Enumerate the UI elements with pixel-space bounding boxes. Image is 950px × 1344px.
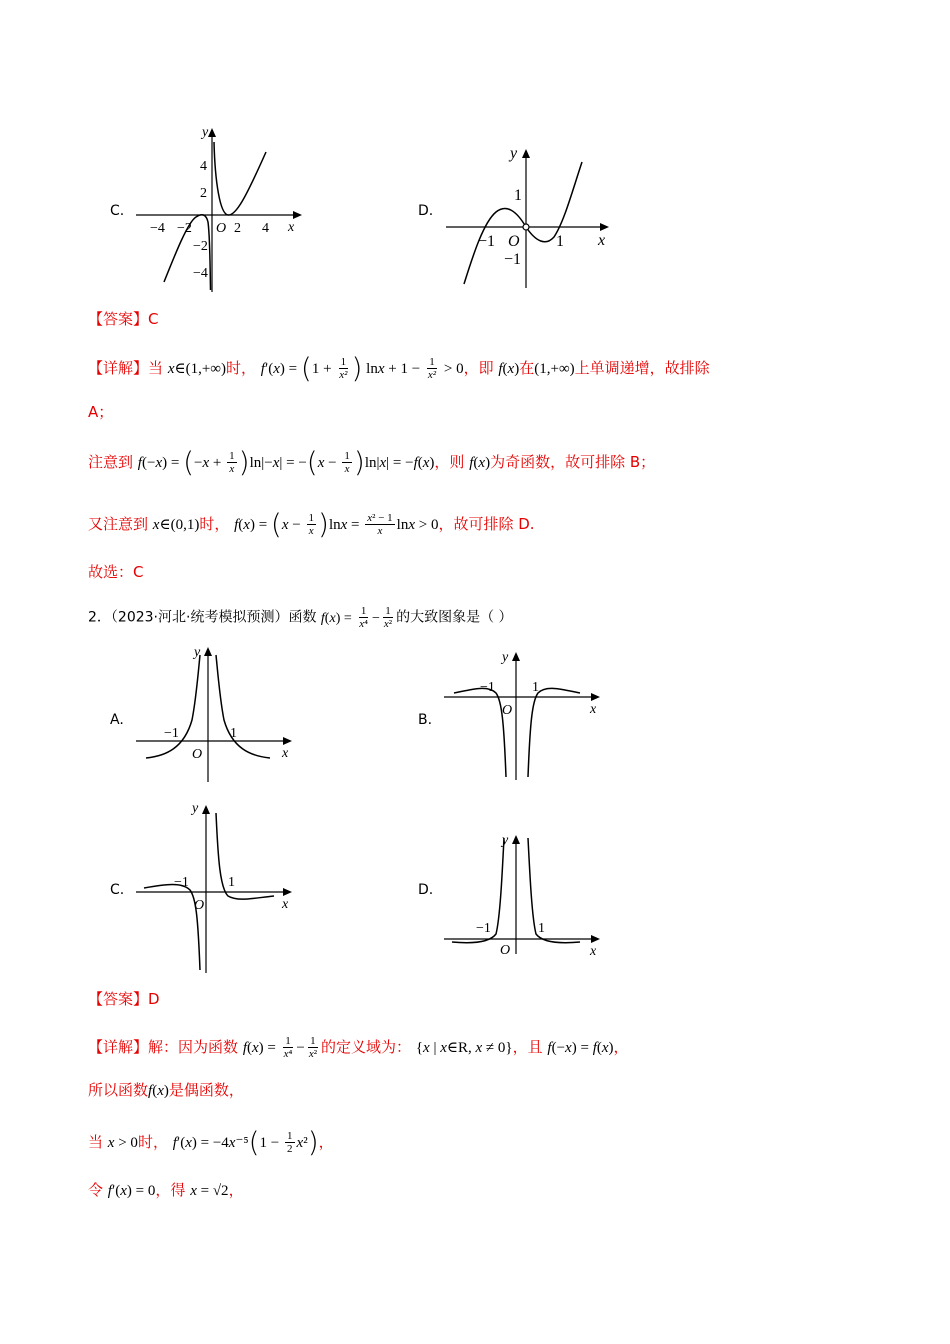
axis-label-y: y (502, 833, 509, 848)
curve (464, 162, 582, 284)
axis-label-x: x (590, 944, 597, 958)
q2-graph-a (136, 640, 306, 785)
x-axis-arrow (293, 211, 302, 219)
curve-right (216, 813, 274, 899)
tick-y-neg2: −2 (193, 239, 208, 254)
q1-answer: 【答案】C (88, 310, 159, 328)
q2-detail-line3: 当 x > 0时， f′(x) = −4x⁻⁵(1 − $\frac{1}{2}$ x²)， (88, 1125, 334, 1159)
axis-label-y: y (202, 125, 209, 140)
q2-option-d-label: D. (418, 882, 434, 898)
tick-y-1: 1 (514, 187, 522, 204)
tick-x-neg2: −2 (177, 221, 192, 236)
curve-left (144, 885, 200, 971)
origin-label: O (502, 703, 513, 718)
q2-answer: 【答案】D (88, 990, 160, 1008)
option-c-label: C. (110, 203, 125, 219)
q2-graph-d (444, 828, 614, 958)
tick-1: 1 (228, 875, 235, 890)
q2-option-a-label: A. (110, 712, 124, 728)
tick-neg1: −1 (476, 921, 491, 936)
axis-label-y: y (502, 650, 509, 665)
axis-label-x: x (282, 897, 289, 912)
origin-label: O (508, 233, 520, 250)
y-axis-arrow (204, 647, 212, 656)
y-axis-arrow (512, 835, 520, 844)
curve-right (528, 838, 580, 943)
curve-left (146, 655, 200, 758)
q1-detail-line1-cont: A； (88, 403, 114, 421)
tick-x-2: 2 (234, 221, 241, 236)
tick-1: 1 (538, 921, 545, 936)
tick-y-neg1: −1 (504, 251, 522, 268)
axis-label-x: x (590, 702, 597, 717)
x-axis-arrow (283, 888, 292, 896)
q1-detail-line2: 注意到 f(−x) = (−x + $\frac{1}{x}$ )ln|−x| = −(x − $\frac{1}{x}$ )ln|x| = −f(x)，则 f(x)为奇函数，故可排除 B； (88, 445, 656, 479)
q1-detail-line3: 又注意到 x∈(0,1)时， f(x) = (x − $\frac{1}{x}$ )lnx = $\frac{\text{x² − 1}}{x}$ lnx > 0，故可排除 D. (88, 507, 535, 541)
x-axis-arrow (283, 737, 292, 745)
curve-right (214, 142, 266, 215)
q2-question: 2．（2023·河北·统考模拟预测）函数 f(x) = $\frac{1}{\text{x⁴}}$ − $\frac{1}{\text{x²}}$ 的大致图象是（ ） (88, 605, 513, 630)
tick-neg1: −1 (174, 875, 189, 890)
hollow-point (523, 224, 529, 230)
tick-neg1: −1 (480, 680, 495, 695)
y-axis-arrow (522, 149, 530, 158)
tick-x-neg4: −4 (150, 221, 165, 236)
origin-label: O (500, 943, 511, 958)
x-axis-arrow (591, 935, 600, 943)
q2-graph-c (136, 798, 306, 978)
origin-label: O (194, 898, 205, 913)
curve-right (216, 655, 270, 758)
graph-d-q1 (444, 142, 614, 292)
axis-label-x: x (598, 232, 606, 249)
tick-y-2: 2 (200, 186, 207, 201)
q1-detail-line1: 【详解】当 x∈(1,+∞)时， f′(x) = (1 + $\frac{1}{\text{x²}}$ ) lnx + 1 − $\frac{1}{\text{x²}}$ > 0，即 f(x)在(1,+∞)上单调递增，故排除 (88, 351, 710, 385)
tick-x-4: 4 (262, 221, 269, 236)
q2-detail-line1: 【详解】解：因为函数 f(x) = $\frac{1}{\text{x⁴}}$ − $\frac{1}{\text{x²}}$ 的定义域为： {x | x∈R, x ≠ 0}，且 f(−x) = f(x)， (88, 1035, 629, 1060)
axis-label-y: y (192, 801, 199, 816)
axis-label-x: x (288, 220, 295, 235)
q2-detail-line2: 所以函数f(x)是偶函数， (88, 1081, 244, 1099)
axis-label-y: y (510, 145, 518, 162)
graph-c-q1 (136, 122, 306, 294)
q2-graph-b (444, 645, 614, 785)
curve-right (528, 688, 580, 777)
y-axis-arrow (512, 652, 520, 661)
origin-label: O (192, 747, 203, 762)
origin-label: O (216, 221, 227, 236)
x-axis-arrow (591, 693, 600, 701)
tick-y-neg4: −4 (193, 266, 208, 281)
tick-neg1: −1 (164, 726, 179, 741)
tick-y-4: 4 (200, 159, 207, 174)
axis-label-y: y (194, 645, 201, 660)
y-axis-arrow (202, 805, 210, 814)
q2-detail-line4: 令 f′(x) = 0，得 x = √2， (88, 1181, 244, 1199)
q1-conclusion: 故选：C (88, 563, 144, 581)
axis-label-x: x (282, 746, 289, 761)
x-axis-arrow (600, 223, 609, 231)
tick-1: 1 (230, 726, 237, 741)
y-axis-arrow (208, 128, 216, 137)
tick-x-neg1: −1 (478, 233, 496, 250)
option-d-label: D. (418, 203, 434, 219)
tick-1: 1 (532, 680, 539, 695)
q2-option-b-label: B. (418, 712, 433, 728)
tick-x-1: 1 (556, 233, 564, 250)
q2-option-c-label: C. (110, 882, 125, 898)
curve-left (454, 688, 506, 777)
